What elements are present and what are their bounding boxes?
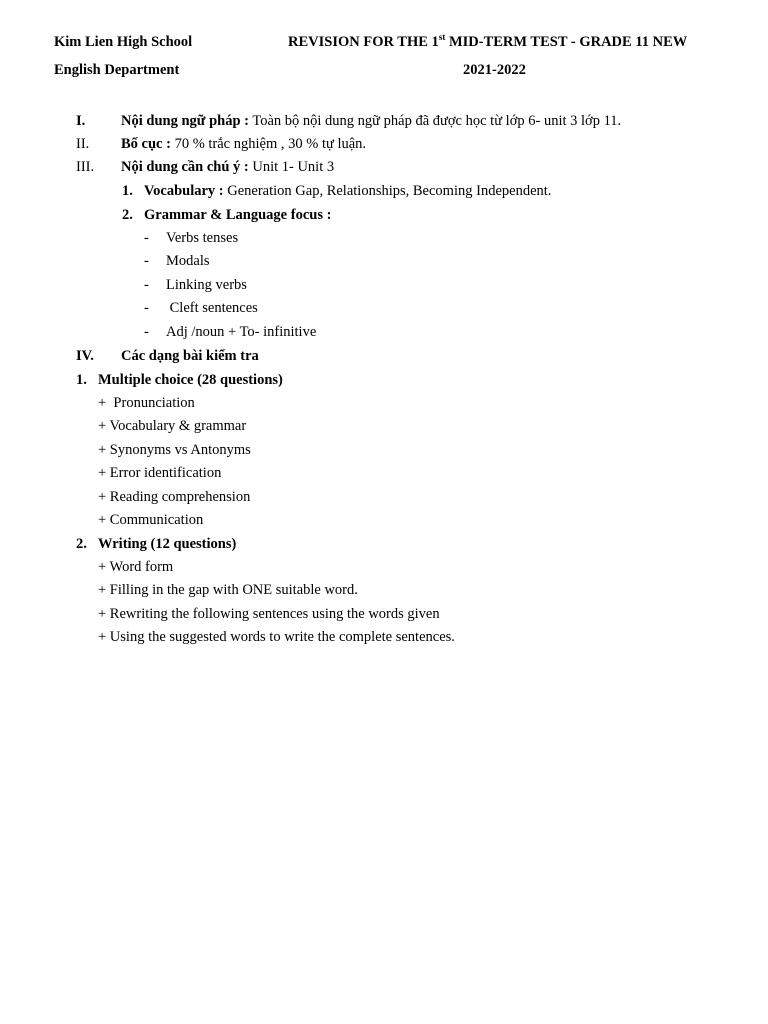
section-label: Bố cục : — [121, 136, 171, 152]
multiple-choice-item: + Reading comprehension — [98, 489, 251, 505]
section-number: I. — [76, 113, 86, 129]
section-label: Nội dung cần chú ý : — [121, 159, 249, 175]
grammar-item: Linking verbs — [166, 277, 247, 293]
multiple-choice-item: + Communication — [98, 512, 204, 528]
section-text: 70 % trắc nghiệm , 30 % tự luận. — [170, 136, 367, 152]
title-superscript: st — [438, 32, 446, 42]
list-dash: - — [144, 230, 149, 246]
section-line — [121, 135, 366, 153]
section-number: II. — [76, 136, 90, 152]
grammar-label: Grammar & Language focus : — [144, 207, 332, 223]
test-type-number: 2. — [76, 536, 87, 552]
list-dash: - — [144, 277, 149, 293]
writing-item: + Rewriting the following sentences using the words given — [98, 606, 440, 622]
title-suffix: MID-TERM TEST - GRADE 11 NEW — [445, 34, 688, 50]
title-prefix: REVISION FOR THE 1 — [288, 34, 439, 50]
department-name: English Department — [54, 62, 180, 78]
list-dash: - — [144, 324, 149, 340]
section-line — [121, 112, 621, 130]
writing-item: + Using the suggested words to write the complete sentences. — [98, 629, 455, 645]
multiple-choice-label: Multiple choice (28 questions) — [98, 372, 283, 388]
test-type-number: 1. — [76, 372, 87, 388]
writing-label: Writing (12 questions) — [98, 536, 237, 552]
section-text: Unit 1- Unit 3 — [248, 159, 335, 175]
multiple-choice-item: + Error identification — [98, 465, 222, 481]
section-label: Các dạng bài kiểm tra — [121, 348, 259, 364]
section-number: III. — [76, 159, 95, 175]
section-label: Nội dung ngữ pháp : — [121, 113, 249, 129]
vocabulary-label: Vocabulary : — [144, 183, 224, 199]
grammar-item: Verbs tenses — [166, 230, 239, 246]
list-dash: - — [144, 253, 149, 269]
subsection-number: 1. — [122, 183, 133, 199]
section-number: IV. — [76, 348, 94, 364]
school-name: Kim Lien High School — [54, 34, 193, 50]
writing-item: + Filling in the gap with ONE suitable word. — [98, 582, 358, 598]
section-text: Toàn bộ nội dung ngữ pháp đã được học từ lớp 6- unit 3 lớp 11. — [248, 113, 622, 129]
vocabulary-line — [144, 182, 551, 200]
subsection-number: 2. — [122, 207, 133, 223]
writing-item: + Word form — [98, 559, 174, 575]
multiple-choice-item: + Synonyms vs Antonyms — [98, 442, 251, 458]
grammar-item: Modals — [166, 253, 210, 269]
grammar-item: Cleft sentences — [166, 300, 258, 316]
multiple-choice-item: + Pronunciation — [98, 395, 195, 411]
section-line — [121, 158, 334, 176]
vocabulary-text: Generation Gap, Relationships, Becoming Independent. — [223, 183, 552, 199]
school-year: 2021-2022 — [463, 62, 526, 78]
grammar-item: Adj /noun + To- infinitive — [166, 324, 317, 340]
multiple-choice-item: + Vocabulary & grammar — [98, 418, 247, 434]
document-title — [288, 33, 687, 51]
list-dash: - — [144, 300, 149, 316]
